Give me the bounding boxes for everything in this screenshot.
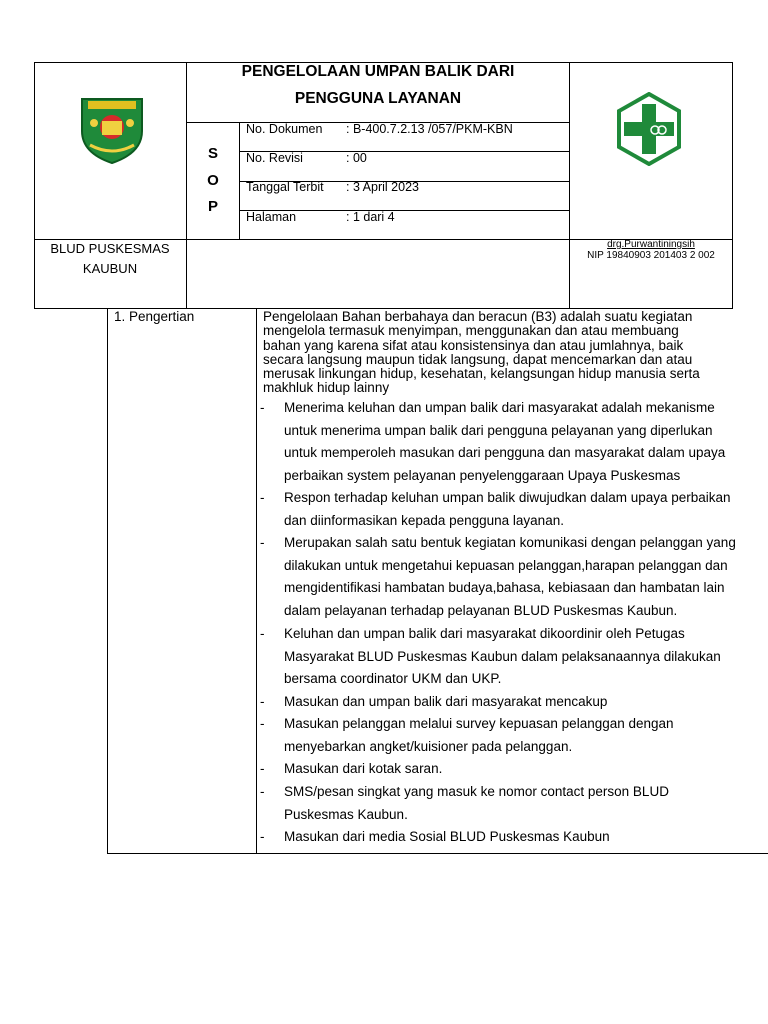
puskesmas-logo-icon [612, 92, 686, 166]
list-item-line: dan diinformasikan kepada pengguna layanan. [284, 512, 564, 528]
bullet-dash: - [260, 829, 265, 844]
section-label: 1. Pengertian [114, 309, 195, 324]
organization-name-line-2: KAUBUN [82, 261, 138, 276]
list-item-line: Merupakan salah satu bentuk kegiatan komunikasi dengan pelanggan yang [284, 535, 736, 550]
paragraph-line: bahan yang karena sifat atau konsistensinya dan atau jumlahnya, baik [263, 337, 684, 353]
bullet-dash: - [260, 784, 265, 799]
organization-name-line-1: BLUD PUSKESMAS [50, 241, 170, 256]
list-item-line: menyebarkan angket/kuisioner pada pelanggan. [284, 738, 573, 754]
paragraph-line: merusak linkungan hidup, kesehatan, kelangsungan hidup manusia serta [263, 366, 700, 382]
bullet-dash: - [260, 400, 265, 415]
paragraph-line: Pengelolaan Bahan berbahaya dan beracun (B3) adalah suatu kegiatan [263, 309, 693, 324]
table-border-right [732, 62, 733, 309]
list-item-line: Masukan pelanggan melalui survey kepuasan pelanggan dengan [284, 716, 674, 731]
bullet-dash: - [260, 626, 265, 641]
list-item-line: dilakukan untuk mengetahui kepuasan pelanggan,harapan pelanggan dan [284, 557, 728, 573]
sop-letter-p: P [207, 198, 218, 215]
list-item-line: dalam pelayanan terhadap pelayanan BLUD Puskesmas Kaubun. [284, 602, 678, 618]
list-item-line: untuk memperoleh masukan dari pengguna dan masyarakat dalam upaya [284, 445, 726, 461]
bullet-dash: - [260, 535, 265, 550]
field-value-no-revisi: : 00 [346, 151, 367, 165]
list-item-line: bersama coordinator UKM dan UKP. [284, 671, 502, 687]
bullet-dash: - [260, 490, 265, 505]
list-item-line: perbaikan system pelayanan penyelenggaraan Upaya Puskesmas [284, 467, 681, 483]
list-item-line: Masyarakat BLUD Puskesmas Kaubun dalam pelaksanaannya dilakukan [284, 648, 721, 664]
field-label-tanggal-terbit: Tanggal Terbit [246, 180, 324, 194]
paragraph-line: secara langsung maupun tidak langsung, dapat mencemarkan dan atau [263, 351, 693, 367]
list-item-line: untuk menerima umpan balik dari pengguna pelayanan yang diperlukan [284, 422, 713, 438]
body-border-bottom [107, 853, 768, 854]
bullet-dash: - [260, 694, 265, 709]
document-title-line-1: PENGELOLAAN UMPAN BALIK DARI [241, 63, 515, 80]
sop-letter-o: O [207, 172, 219, 189]
list-item-line: Puskesmas Kaubun. [284, 806, 408, 822]
body-border-left [107, 309, 108, 853]
definition-paragraph [263, 310, 768, 396]
list-item-line: mengidentifikasi hambatan budaya,bahasa, kebiasaan dan hambatan lain [284, 580, 725, 596]
list-item-line: SMS/pesan singkat yang masuk ke nomor contact person BLUD [284, 784, 669, 799]
document-title-line-2: PENGGUNA LAYANAN [294, 90, 462, 107]
list-item-line: Menerima keluhan dan umpan balik dari masyarakat adalah mekanisme [284, 400, 715, 415]
field-label-halaman: Halaman [246, 210, 297, 224]
list-item-line: Keluhan dan umpan balik dari masyarakat dikoordinir oleh Petugas [284, 626, 685, 641]
signatory-nip: NIP 19840903 201403 2 002 [587, 250, 715, 261]
signatory-name: drg.Purwantiningsih [607, 239, 695, 250]
organization-name [34, 239, 186, 279]
list-item-line: Masukan dari media Sosial BLUD Puskesmas Kaubun [284, 829, 610, 844]
field-value-no-dokumen: : B-400.7.2.13 /057/PKM-KBN [346, 122, 513, 136]
list-item-line: Respon terhadap keluhan umpan balik diwujudkan dalam upaya perbaikan [284, 490, 731, 505]
field-value-tanggal-terbit: : 3 April 2023 [346, 180, 419, 194]
bullet-dash: - [260, 716, 265, 731]
list-item-line: Masukan dan umpan balik dari masyarakat mencakup [284, 694, 608, 709]
body-column-divider [256, 309, 257, 853]
list-item-line: Masukan dari kotak saran. [284, 761, 443, 776]
paragraph-line: makhluk hidup lainny [263, 380, 390, 396]
regency-emblem-icon [76, 95, 148, 165]
sop-letter-s: S [207, 145, 218, 162]
bullet-dash: - [260, 761, 265, 776]
field-label-no-revisi: No. Revisi [246, 151, 303, 165]
field-value-halaman: : 1 dari 4 [346, 210, 395, 224]
field-label-no-dokumen: No. Dokumen [246, 122, 323, 136]
paragraph-line: mengelola termasuk menyimpan, menggunakan dan atau membuang [263, 323, 679, 339]
